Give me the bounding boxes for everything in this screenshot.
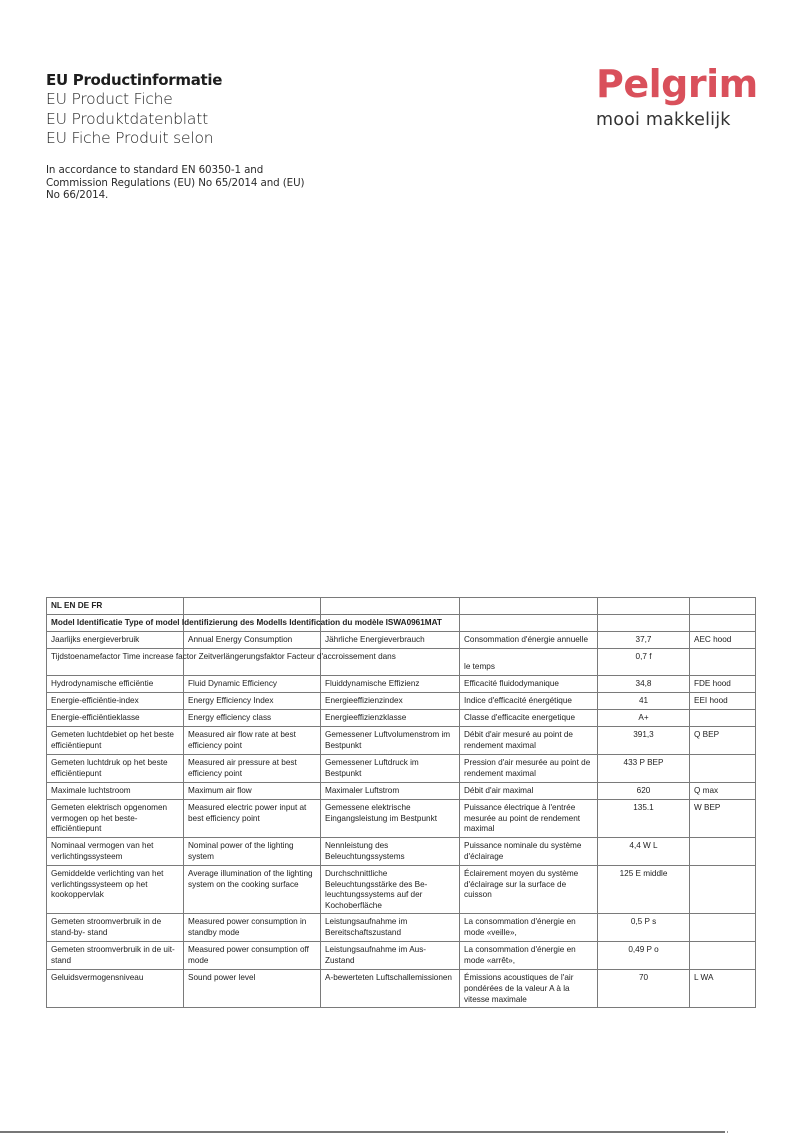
cell-nl: Nominaal vermogen van het verlichtingssysteem [47, 838, 184, 866]
cell-en: Energy efficiency class [184, 710, 321, 727]
cell-de: Energieeffizienzindex [321, 693, 460, 710]
table-row [47, 942, 756, 970]
table-row [47, 710, 756, 727]
product-fiche-table [46, 597, 756, 1008]
table-row [47, 970, 756, 1008]
title-fr: EU Fiche Produit selon [46, 129, 214, 147]
cell-symbol: FDE hood [690, 676, 756, 693]
cell-value: 70 [598, 970, 690, 1008]
cell-nl: Hydrodynamische efficiëntie [47, 676, 184, 693]
cell-de: Gemessener Luftdruck im Bestpunkt [321, 755, 460, 783]
model-row [47, 615, 756, 632]
cell-de: Maximaler Luftstrom [321, 783, 460, 800]
cell-fr: Pression d'air mesurée au point de rendement maximal [460, 755, 598, 783]
cell-symbol: Q max [690, 783, 756, 800]
cell-nl: Energie-efficiëntie-index [47, 693, 184, 710]
cell-fr: Débit d'air mesuré au point de rendement maximal [460, 727, 598, 755]
cell-value: 125 E middle [598, 866, 690, 914]
cell-de: Leistungsaufnahme im Bereitschaftszustand [321, 914, 460, 942]
brand-logo [596, 64, 766, 131]
title-block [46, 70, 222, 149]
cell-nl: Gemeten stroomverbruik in de uit-stand [47, 942, 184, 970]
cell-en: Fluid Dynamic Efficiency [184, 676, 321, 693]
cell-value: 0,7 f [598, 649, 690, 676]
cell-symbol: L WA [690, 970, 756, 1008]
cell-value: 391,3 [598, 727, 690, 755]
cell-nl: Gemeten stroomverbruik in de stand-by- stand [47, 914, 184, 942]
table-row [47, 727, 756, 755]
cell-symbol [690, 755, 756, 783]
time-factor-row [47, 649, 756, 676]
table-row [47, 676, 756, 693]
cell-en: Measured air flow rate at best efficiency point [184, 727, 321, 755]
cell-nl: Geluidsvermogensniveau [47, 970, 184, 1008]
languages-header-row [47, 598, 756, 615]
cell-fr: le temps [460, 649, 598, 676]
table-row [47, 783, 756, 800]
cell-value: 37,7 [598, 632, 690, 649]
cell-fr: Classe d'efficacite energetique [460, 710, 598, 727]
cell-symbol: W BEP [690, 800, 756, 838]
cell-de: Jährliche Energieverbrauch [321, 632, 460, 649]
cell-en: Energy Efficiency Index [184, 693, 321, 710]
cell-fr: Indice d'efficacité énergétique [460, 693, 598, 710]
title-en: EU Product Fiche [46, 90, 173, 108]
cell-fr: Émissions acoustiques de l'air pondérées de la valeur A à la vitesse maximale [460, 970, 598, 1008]
cell-de: Gemessene elektrische Eingangsleistung im Bestpunkt [321, 800, 460, 838]
cell-value: 34,8 [598, 676, 690, 693]
table-row [47, 914, 756, 942]
cell-symbol: Q BEP [690, 727, 756, 755]
languages-header: NL EN DE FR [47, 598, 184, 615]
cell-symbol [690, 649, 756, 676]
cell-value: 41 [598, 693, 690, 710]
table-row [47, 838, 756, 866]
logo-tagline: mooi makkelijk [596, 110, 731, 130]
cell-en: Nominal power of the lighting system [184, 838, 321, 866]
standard-text: In accordance to standard EN 60350-1 and Commission Regulations (EU) No 65/2014 and (EU) No 66/2014. [46, 164, 305, 201]
cell-de: A-bewerteten Luftschallemissionen [321, 970, 460, 1008]
cell-symbol [690, 866, 756, 914]
cell-symbol [690, 710, 756, 727]
cell-value: 433 P BEP [598, 755, 690, 783]
cell-en: Measured power consumption in standby mode [184, 914, 321, 942]
cell-fr: Efficacité fluidodymanique [460, 676, 598, 693]
cell-de: Fluiddynamische Effizienz [321, 676, 460, 693]
cell-nl: Jaarlijks energieverbruik [47, 632, 184, 649]
cell-symbol [690, 914, 756, 942]
table-row [47, 800, 756, 838]
cell-symbol: AEC hood [690, 632, 756, 649]
title-nl: EU Productinformatie [46, 71, 223, 89]
cell-en: Maximum air flow [184, 783, 321, 800]
cell-fr: La consommation d'énergie en mode «arrêt», [460, 942, 598, 970]
cell-value: 0,49 P o [598, 942, 690, 970]
cell-en: Average illumination of the lighting system on the cooking surface [184, 866, 321, 914]
cell-fr: Débit d'air maximal [460, 783, 598, 800]
cell-value: 620 [598, 783, 690, 800]
cell-nl: Maximale luchtstroom [47, 783, 184, 800]
cell-nl: Gemeten elektrisch opgenomen vermogen op het beste-efficiëntiepunt [47, 800, 184, 838]
title-de: EU Produktdatenblatt [46, 109, 208, 128]
cell-en: Measured electric power input at best efficiency point [184, 800, 321, 838]
cell-de: Energieeffizienzklasse [321, 710, 460, 727]
cell-en: Measured power consumption off mode [184, 942, 321, 970]
cell-nl: Energie-efficiëntieklasse [47, 710, 184, 727]
logo-brand-name: Pelgrim [596, 62, 758, 106]
footer-divider [0, 1131, 725, 1133]
table-row [47, 755, 756, 783]
cell-nl: Gemiddelde verlichting van het verlichtingssysteem op het kookoppervlak [47, 866, 184, 914]
cell-fr: Puissance électrique à l'entrée mesurée au point de rendement maximal [460, 800, 598, 838]
cell-value: 4,4 W L [598, 838, 690, 866]
cell-fr: La consommation d'énergie en mode «veille», [460, 914, 598, 942]
cell-de: Nennleistung des Beleuchtungssystems [321, 838, 460, 866]
cell-nl: Gemeten luchtdebiet op het beste efficiëntiepunt [47, 727, 184, 755]
cell-value: 0,5 P s [598, 914, 690, 942]
model-identification: Model Identificatie Type of model Identifizierung des Modells Identification du modèle ISWA0961MAT [47, 615, 184, 632]
cell-en: Measured air pressure at best efficiency point [184, 755, 321, 783]
cell-value: 135.1 [598, 800, 690, 838]
cell-fr: Puissance nominale du système d'éclairage [460, 838, 598, 866]
cell-fr: Consommation d'énergie annuelle [460, 632, 598, 649]
time-factor-label: Tijdstoenamefactor Time increase factor Zeitverlängerungsfaktor Facteur d'accroissement dans [47, 649, 184, 676]
table-row [47, 632, 756, 649]
cell-symbol [690, 942, 756, 970]
cell-value: A+ [598, 710, 690, 727]
cell-symbol: EEI hood [690, 693, 756, 710]
table-row [47, 866, 756, 914]
cell-nl: Gemeten luchtdruk op het beste efficiëntiepunt [47, 755, 184, 783]
cell-de: Durchschnittliche Beleuchtungsstärke des Be-leuchtungssystems auf der Kochoberfläche [321, 866, 460, 914]
cell-fr: Éclairement moyen du système d'éclairage sur la surface de cuisson [460, 866, 598, 914]
footer-marker [727, 1131, 728, 1133]
cell-en: Sound power level [184, 970, 321, 1008]
cell-symbol [690, 838, 756, 866]
table-row [47, 693, 756, 710]
cell-de: Gemessener Luftvolumenstrom im Bestpunkt [321, 727, 460, 755]
cell-de: Leistungsaufnahme im Aus-Zustand [321, 942, 460, 970]
cell-en: Annual Energy Consumption [184, 632, 321, 649]
